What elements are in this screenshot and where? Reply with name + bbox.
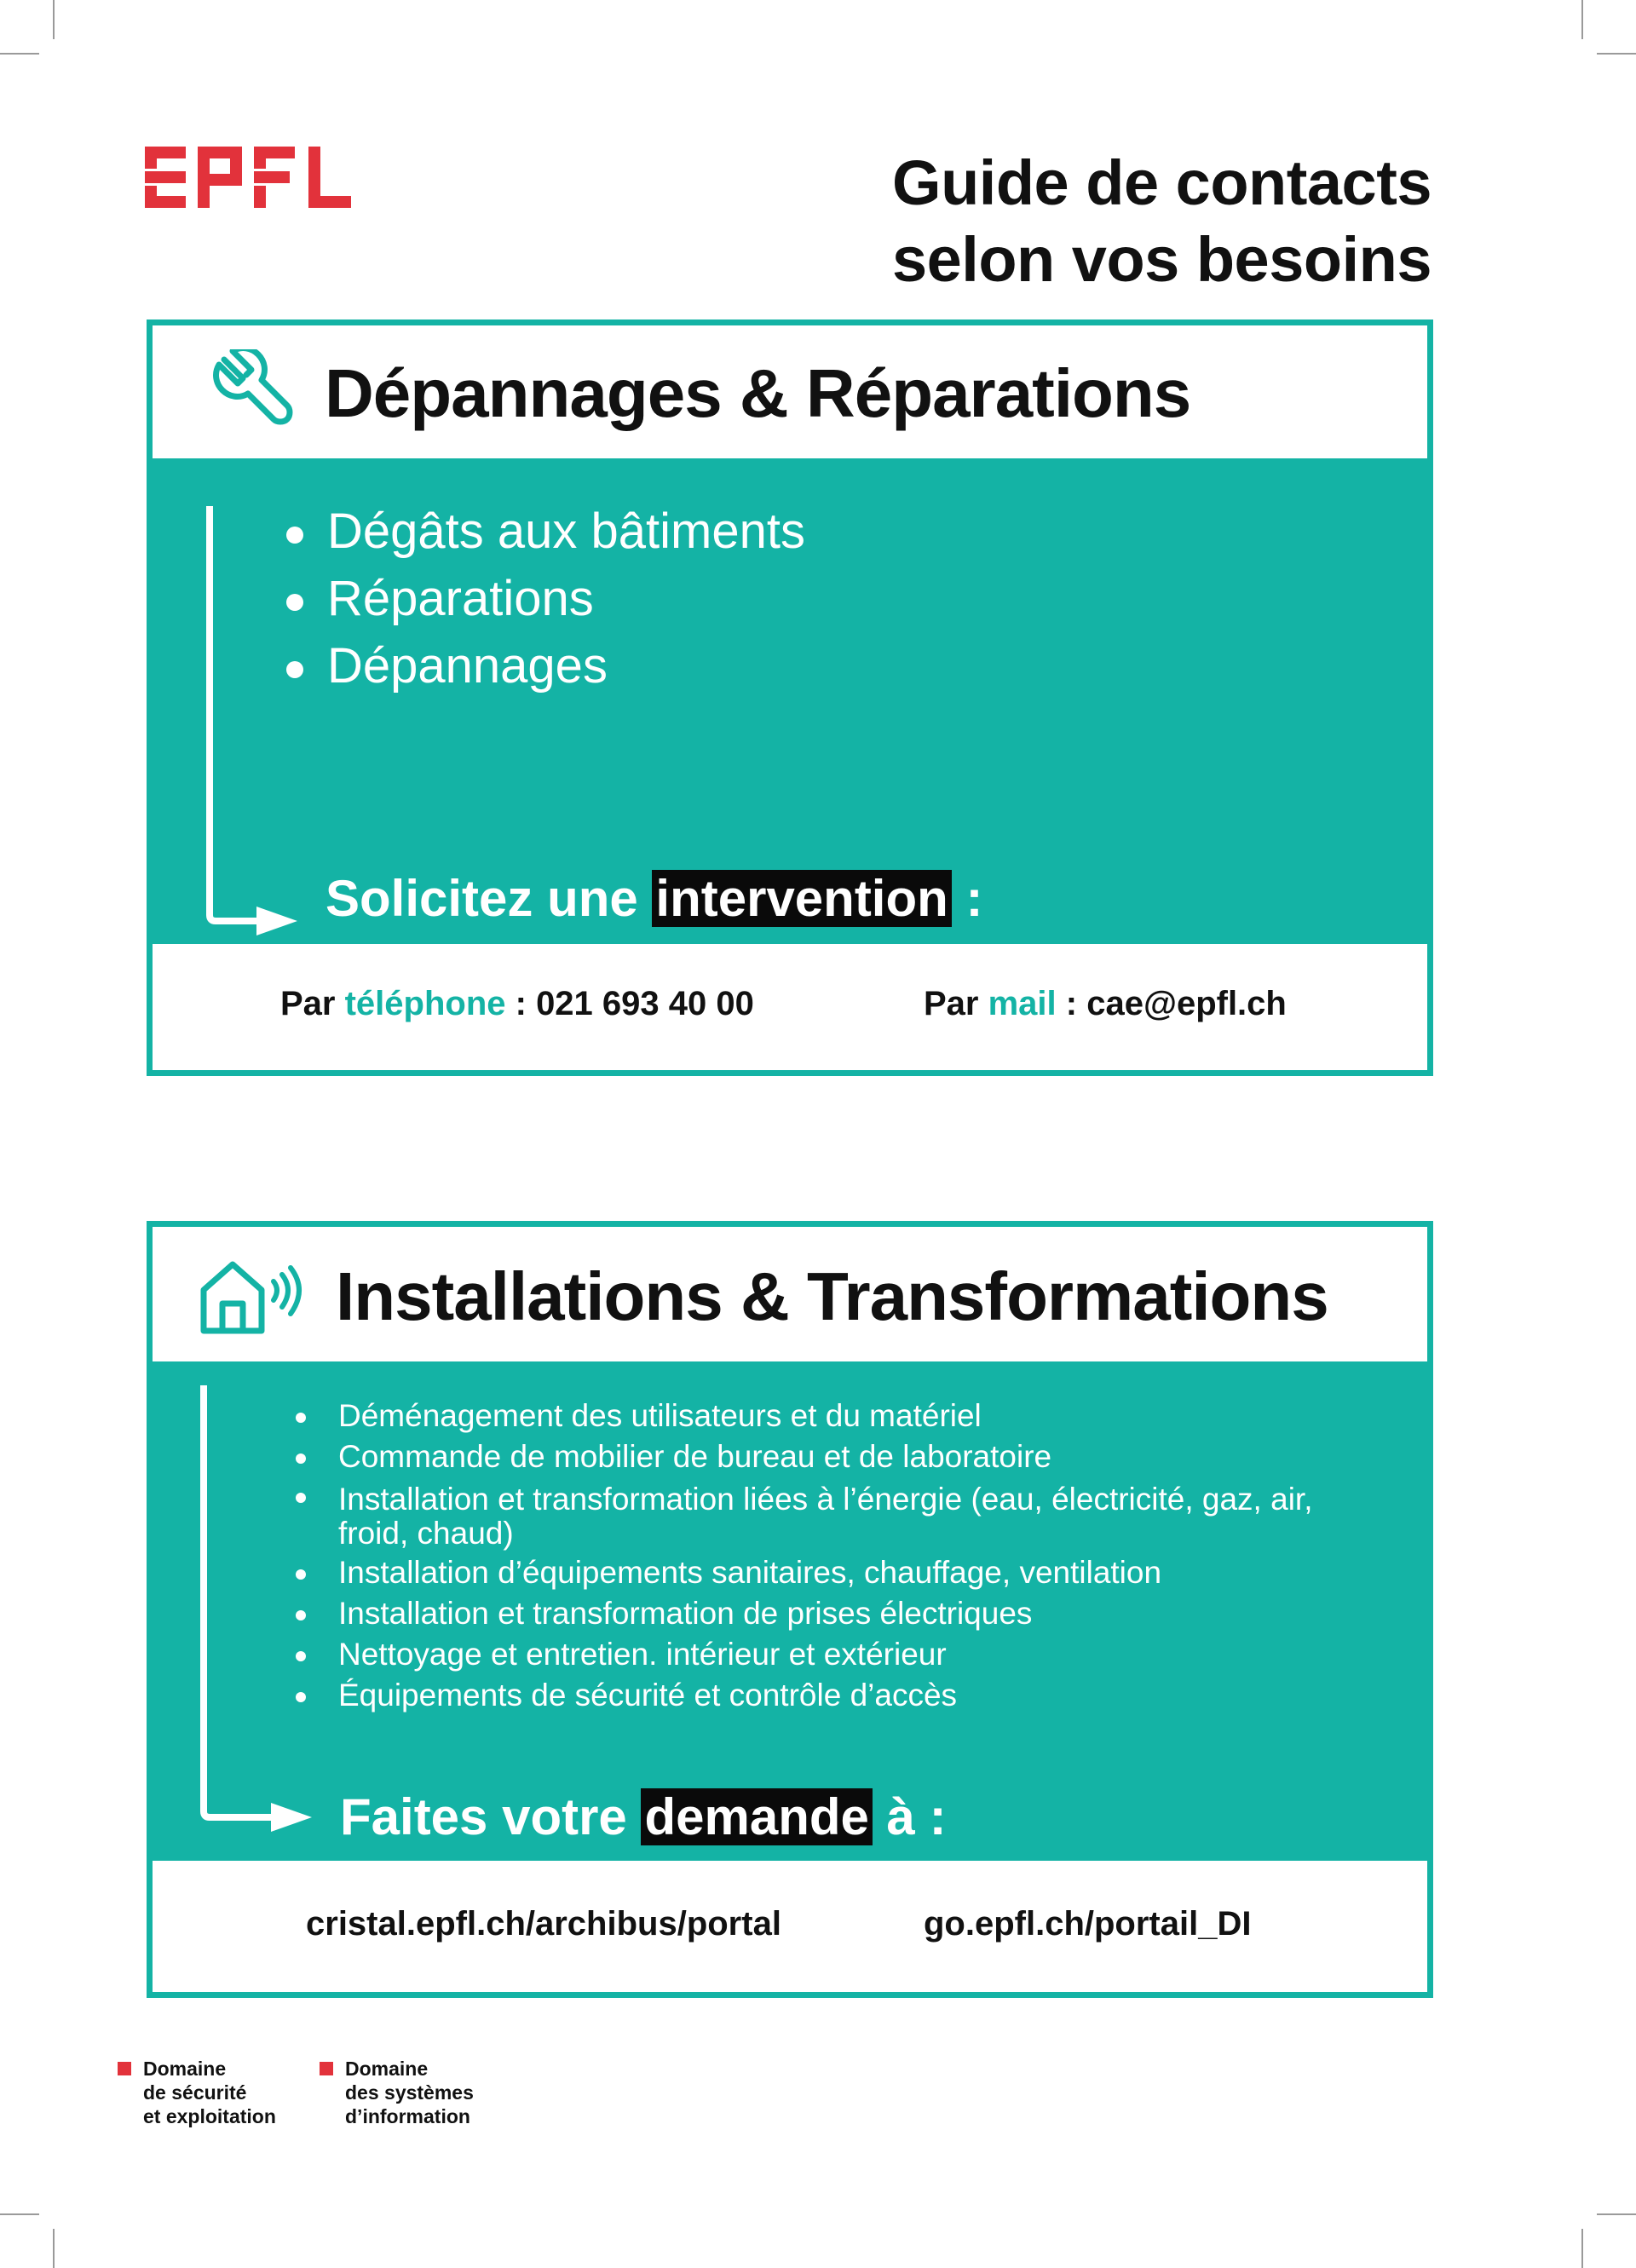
smart-home-icon: [197, 1256, 308, 1338]
service-list: [338, 1396, 1312, 1716]
card-installations: [147, 1221, 1433, 1998]
card-title: Dépannages & Réparations: [325, 355, 1191, 431]
bullet-square-icon: [118, 2062, 131, 2075]
list-item: Installation et transformation de prises électriques: [338, 1593, 1312, 1634]
list-item: Équipements de sécurité et contrôle d’accès: [338, 1675, 1312, 1716]
crop-mark: [1597, 2213, 1636, 2215]
list-item: Installation et transformation liées à l’énergie (eau, électricité, gaz, air, froid, chaud): [338, 1477, 1312, 1552]
card-title: Installations & Transformations: [336, 1258, 1328, 1334]
wrench-icon: [209, 349, 294, 435]
crop-mark: [0, 53, 39, 55]
cta-highlight: demande: [641, 1788, 872, 1845]
cta-highlight: intervention: [652, 870, 951, 927]
list-item: Dépannages: [327, 632, 805, 699]
org-information-systems: Domaine des systèmes d’information: [345, 2057, 474, 2128]
crop-mark: [1581, 0, 1583, 39]
crop-mark: [1581, 2229, 1583, 2268]
service-list: [327, 498, 805, 699]
call-to-action: Solicitez une intervention :: [325, 870, 983, 927]
crop-mark: [0, 2213, 39, 2215]
page-title: [665, 145, 1432, 298]
contact-phone[interactable]: Par téléphone : 021 693 40 00: [280, 985, 754, 1022]
crop-mark: [1597, 53, 1636, 55]
bullet-square-icon: [320, 2062, 333, 2075]
card-footer: [153, 1861, 1427, 1992]
page-title-line1: Guide de contacts: [892, 147, 1432, 218]
card-header: [153, 325, 1427, 458]
list-item: Commande de mobilier de bureau et de laboratoire: [338, 1436, 1312, 1477]
epfl-logo: [145, 147, 358, 208]
call-to-action: Faites votre demande à :: [340, 1788, 947, 1845]
card-body: [153, 458, 1427, 944]
portal-link-go[interactable]: go.epfl.ch/portail_DI: [924, 1905, 1252, 1943]
crop-mark: [53, 2229, 55, 2268]
list-item: Réparations: [327, 565, 805, 632]
list-item: Nettoyage et entretien. intérieur et extérieur: [338, 1634, 1312, 1675]
list-item: Dégâts aux bâtiments: [327, 498, 805, 565]
list-item: Déménagement des utilisateurs et du matériel: [338, 1396, 1312, 1436]
org-security: Domaine de sécurité et exploitation: [143, 2057, 276, 2128]
arrow-icon: [205, 506, 299, 949]
card-footer: [153, 944, 1427, 1070]
card-body: [153, 1361, 1427, 1861]
contact-mail[interactable]: Par mail : cae@epfl.ch: [924, 985, 1287, 1022]
portal-link-cristal[interactable]: cristal.epfl.ch/archibus/portal: [306, 1905, 781, 1943]
list-item: Installation d’équipements sanitaires, chauffage, ventilation: [338, 1552, 1312, 1593]
card-header: [153, 1227, 1427, 1361]
page-title-line2: selon vos besoins: [891, 224, 1432, 295]
card-repairs: [147, 319, 1433, 1076]
crop-mark: [53, 0, 55, 39]
